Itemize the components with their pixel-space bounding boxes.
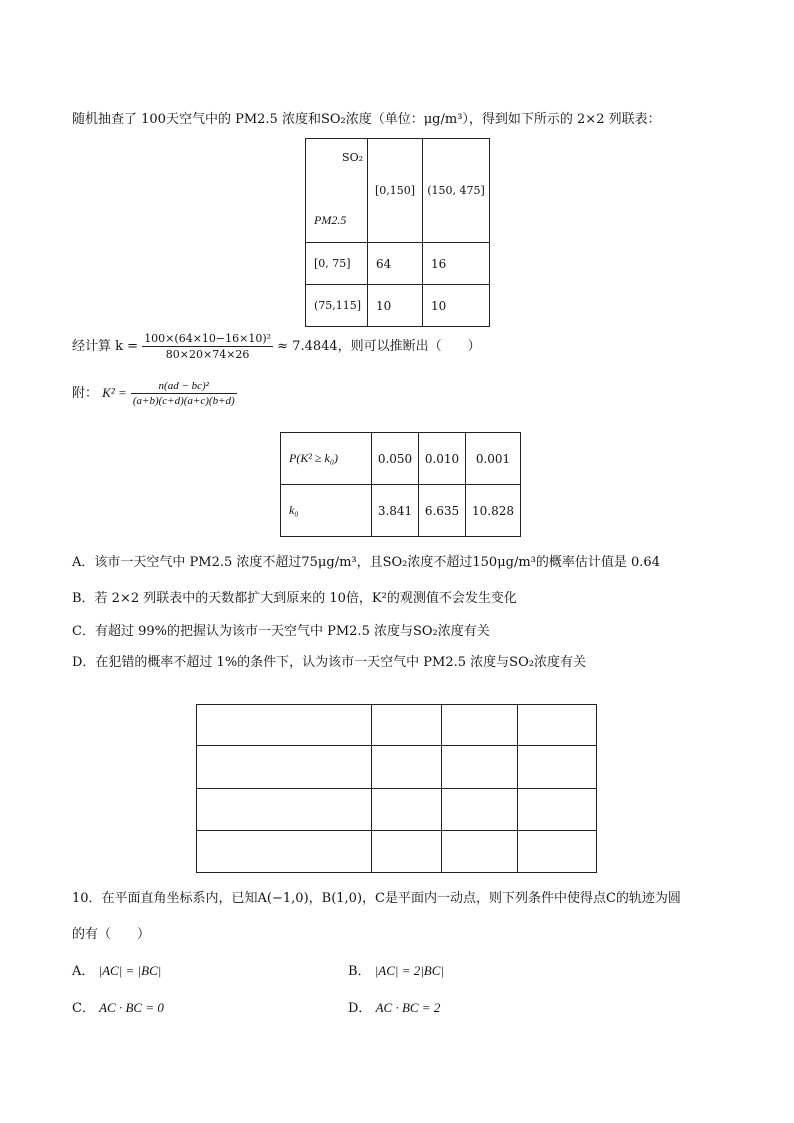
empty-cell — [518, 831, 597, 873]
table-cell: 10 — [368, 285, 423, 327]
option-a: A．该市一天空气中 PM2.5 浓度不超过75μg/m³，且SO₂浓度不超过150μg/m³的概率估计值是 0.64 — [72, 555, 660, 570]
formula-line — [72, 380, 237, 407]
col-header: (150, 475] — [423, 139, 490, 243]
q10-option-d — [348, 997, 440, 1016]
critical-cell: 0.010 — [419, 433, 466, 485]
table-cell: 64 — [368, 243, 423, 285]
critical-cell: 3.841 — [372, 485, 419, 537]
calc-denominator: 80×20×74×26 — [165, 348, 250, 361]
empty-cell — [518, 789, 597, 831]
empty-cell — [372, 746, 442, 789]
option-b: B．若 2×2 列联表中的天数都扩大到原来的 10倍，K²的观测值不会发生变化 — [72, 591, 517, 606]
critical-cell: 0.050 — [372, 433, 419, 485]
empty-cell — [442, 789, 518, 831]
row-label: (75,115] — [306, 285, 368, 327]
empty-cell — [197, 746, 372, 789]
calc-numerator: 100×(64×10−16×10)² — [144, 332, 272, 345]
formula-numerator: n(ad − bc)² — [131, 380, 237, 394]
empty-cell — [197, 831, 372, 873]
q10-option-d-expr: AC · BC = 2 — [375, 1000, 441, 1015]
q10-option-c-expr: AC · BC = 0 — [99, 1000, 164, 1015]
empty-cell — [442, 705, 518, 746]
empty-cell — [518, 705, 597, 746]
question-10-line1: 10．在平面直角坐标系内，已知A(−1,0)，B(1,0)，C是平面内一动点，则下列条件中使得点C的轨迹为圆 — [72, 891, 681, 906]
empty-cell — [442, 831, 518, 873]
corner-top: SO₂ — [342, 151, 363, 164]
intro-text: 随机抽查了 100天空气中的 PM2.5 浓度和SO₂浓度（单位：μg/m³），得到如下所示的 2×2 列联表： — [72, 112, 661, 127]
q10-option-a-expr: |AC| = |BC| — [98, 963, 162, 978]
critical-cell: 0.001 — [466, 433, 521, 485]
corner-bottom: PM2.5 — [314, 213, 347, 227]
q10-option-c — [72, 997, 164, 1016]
critical-row-label: P(K² ≥ k₀) — [281, 433, 372, 485]
q10-option-d-label: D． — [348, 1001, 372, 1016]
q10-option-a — [72, 960, 161, 979]
q10-option-c-label: C． — [72, 1001, 95, 1016]
critical-row-label: k₀ — [281, 485, 372, 537]
empty-cell — [372, 831, 442, 873]
empty-cell — [197, 789, 372, 831]
empty-cell — [372, 789, 442, 831]
critical-cell: 6.635 — [419, 485, 466, 537]
option-c: C．有超过 99%的把握认为该市一天空气中 PM2.5 浓度与SO₂浓度有关 — [72, 624, 490, 639]
formula-denominator: (a+b)(c+d)(a+c)(b+d) — [132, 395, 235, 407]
critical-value-table — [280, 432, 521, 537]
calc-result: ≈ 7.4844，则可以推断出（ ） — [277, 339, 481, 354]
formula-lhs: K² = — [102, 385, 127, 400]
q10-option-b-label: B． — [348, 964, 371, 979]
q10-option-b — [348, 960, 444, 979]
corner-cell — [306, 139, 368, 243]
empty-cell — [197, 705, 372, 746]
calc-fraction — [142, 332, 273, 361]
option-d: D．在犯错的概率不超过 1%的条件下，认为该市一天空气中 PM2.5 浓度与SO₂浓度有关 — [72, 655, 586, 670]
formula-prefix: 附： — [72, 386, 99, 401]
q10-option-a-label: A． — [72, 964, 95, 979]
empty-table — [196, 704, 597, 873]
q10-option-b-expr: |AC| = 2|BC| — [374, 963, 444, 978]
table-cell: 16 — [423, 243, 490, 285]
calc-line — [72, 332, 481, 361]
empty-cell — [372, 705, 442, 746]
empty-cell — [442, 746, 518, 789]
col-header: [0,150] — [368, 139, 423, 243]
question-10-line2: 的有（ ） — [72, 927, 151, 942]
formula-fraction — [131, 380, 237, 407]
critical-cell: 10.828 — [466, 485, 521, 537]
calc-prefix: 经计算 k = — [72, 339, 139, 354]
empty-cell — [518, 746, 597, 789]
row-label: [0, 75] — [306, 243, 368, 285]
table-cell: 10 — [423, 285, 490, 327]
contingency-table — [305, 138, 490, 327]
